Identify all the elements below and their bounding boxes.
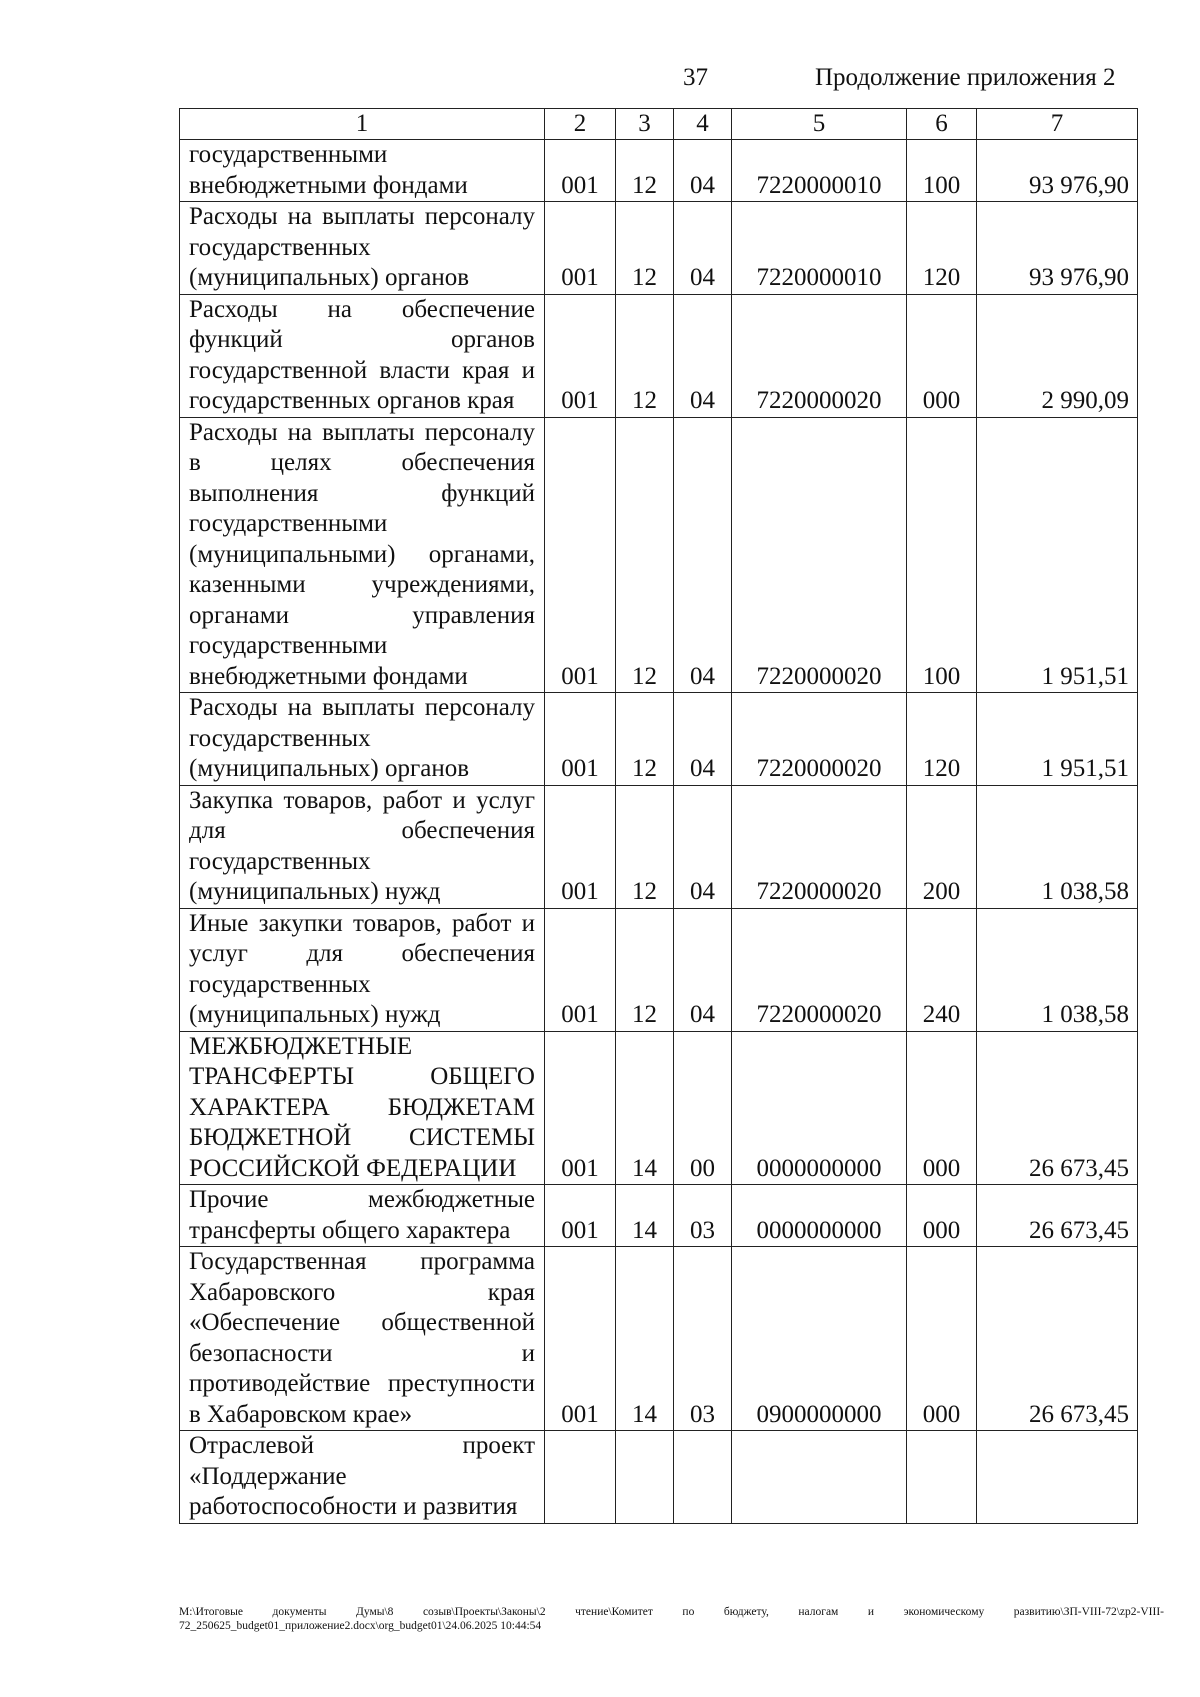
expense-type-code: 000 [907,294,977,417]
expense-name: Расходы на обеспечение функций органов государственной власти края и государственных органов края [180,294,545,417]
subsection-code: 03 [674,1247,732,1431]
column-header: 1 [180,109,545,140]
amount [977,1431,1138,1524]
amount: 26 673,45 [977,1247,1138,1431]
expense-type-code: 000 [907,1031,977,1185]
amount: 1 038,58 [977,785,1138,908]
amount: 93 976,90 [977,140,1138,202]
expense-type-code: 100 [907,140,977,202]
ministry-code: 001 [545,785,616,908]
subsection-code: 04 [674,693,732,786]
amount: 93 976,90 [977,202,1138,295]
expense-name: Отраслевой проект «Поддержание работоспособности и развития [180,1431,545,1524]
table-row [180,1185,1138,1247]
expense-name: Расходы на выплаты персоналу в целях обеспечения выполнения функций государственными (муниципальными) органами, казенными учреждениями, органами управления государственными внебюджетными фондами [180,417,545,693]
appendix-continuation-caption: Продолжение приложения 2 [815,64,1116,91]
table-row [180,1431,1138,1524]
subsection-code: 04 [674,202,732,295]
section-code: 12 [616,140,674,202]
section-code: 14 [616,1185,674,1247]
expense-type-code: 200 [907,785,977,908]
expense-name: Расходы на выплаты персоналу государственных (муниципальных) органов [180,202,545,295]
column-number-row [180,109,1138,140]
column-header: 3 [616,109,674,140]
amount: 26 673,45 [977,1031,1138,1185]
target-article-code: 7220000020 [732,785,907,908]
subsection-code: 04 [674,785,732,908]
target-article-code: 7220000020 [732,417,907,693]
section-code: 12 [616,294,674,417]
column-header: 4 [674,109,732,140]
ministry-code: 001 [545,1031,616,1185]
amount: 1 951,51 [977,417,1138,693]
subsection-code: 04 [674,140,732,202]
ministry-code: 001 [545,693,616,786]
expense-name: Иные закупки товаров, работ и услуг для обеспечения государственных (муниципальных) нужд [180,908,545,1031]
target-article-code: 0000000000 [732,1031,907,1185]
column-header: 7 [977,109,1138,140]
subsection-code: 00 [674,1031,732,1185]
subsection-code: 04 [674,294,732,417]
ministry-code: 001 [545,1247,616,1431]
ministry-code: 001 [545,202,616,295]
section-code: 12 [616,417,674,693]
target-article-code [732,1431,907,1524]
table-row [180,417,1138,693]
document-file-path-footer: M:\Итоговые документы Думы\8 созыв\Проекты\Законы\2 чтение\Комитет по бюджету, налогам и экономическому развитию\ЗП-VIII-72\zp2-VIII-72_250625_budget01_приложение2.docx\org_budget01\24.06.2025 10:44:54 [179,1606,1164,1632]
expense-type-code: 120 [907,693,977,786]
table-row [180,1247,1138,1431]
ministry-code: 001 [545,1185,616,1247]
section-code [616,1431,674,1524]
subsection-code: 04 [674,908,732,1031]
ministry-code: 001 [545,294,616,417]
target-article-code: 7220000010 [732,140,907,202]
subsection-code: 04 [674,417,732,693]
amount: 2 990,09 [977,294,1138,417]
expense-type-code: 000 [907,1185,977,1247]
target-article-code: 7220000020 [732,908,907,1031]
table-row [180,140,1138,202]
target-article-code: 7220000010 [732,202,907,295]
expense-name: Государственная программа Хабаровского края «Обеспечение общественной безопасности и противодействие преступности в Хабаровском крае» [180,1247,545,1431]
target-article-code: 0900000000 [732,1247,907,1431]
table-row [180,693,1138,786]
subsection-code: 03 [674,1185,732,1247]
section-code: 12 [616,908,674,1031]
ministry-code: 001 [545,140,616,202]
expense-type-code: 240 [907,908,977,1031]
expense-name: МЕЖБЮДЖЕТНЫЕ ТРАНСФЕРТЫ ОБЩЕГО ХАРАКТЕРА БЮДЖЕТАМ БЮДЖЕТНОЙ СИСТЕМЫ РОССИЙСКОЙ ФЕДЕРАЦИИ [180,1031,545,1185]
expense-name: Расходы на выплаты персоналу государственных (муниципальных) органов [180,693,545,786]
table-row [180,785,1138,908]
section-code: 12 [616,693,674,786]
expense-name: Прочие межбюджетные трансферты общего характера [180,1185,545,1247]
column-header: 6 [907,109,977,140]
page-number: 37 [683,64,708,91]
expense-type-code: 100 [907,417,977,693]
section-code: 12 [616,202,674,295]
expense-name: государственными внебюджетными фондами [180,140,545,202]
ministry-code [545,1431,616,1524]
expense-type-code: 120 [907,202,977,295]
target-article-code: 7220000020 [732,294,907,417]
amount: 1 038,58 [977,908,1138,1031]
expense-type-code [907,1431,977,1524]
target-article-code: 0000000000 [732,1185,907,1247]
subsection-code [674,1431,732,1524]
ministry-code: 001 [545,908,616,1031]
budget-table [179,108,1138,1524]
column-header: 2 [545,109,616,140]
column-header: 5 [732,109,907,140]
amount: 26 673,45 [977,1185,1138,1247]
table-row [180,294,1138,417]
table-row [180,908,1138,1031]
expense-type-code: 000 [907,1247,977,1431]
expense-name: Закупка товаров, работ и услуг для обеспечения государственных (муниципальных) нужд [180,785,545,908]
section-code: 14 [616,1247,674,1431]
section-code: 14 [616,1031,674,1185]
target-article-code: 7220000020 [732,693,907,786]
amount: 1 951,51 [977,693,1138,786]
section-code: 12 [616,785,674,908]
ministry-code: 001 [545,417,616,693]
table-row [180,1031,1138,1185]
table-row [180,202,1138,295]
